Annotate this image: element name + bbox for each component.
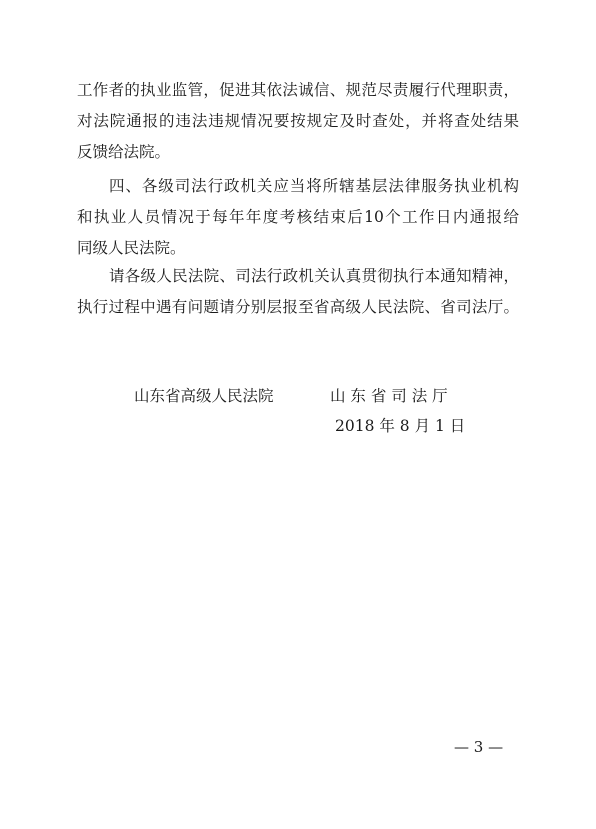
court-signature: 山东省高级人民法院 bbox=[134, 387, 274, 405]
paragraph-line: 同级人民法院。 bbox=[77, 239, 186, 257]
paragraph-line: 反馈给法院。 bbox=[77, 143, 171, 161]
signature-date: 2018 年 8 月 1 日 bbox=[335, 417, 466, 435]
page-number: — 3 — bbox=[454, 738, 504, 756]
paragraph-line: 和执业人员情况于每年年度考核结束后10个工作日内通报给 bbox=[77, 208, 519, 226]
paragraph-line: 工作者的执业监管，促进其依法诚信、规范尽责履行代理职责， bbox=[77, 81, 519, 99]
justice-dept-signature: 山 东 省 司 法 厅 bbox=[330, 387, 448, 405]
paragraph-line: 对法院通报的违法违规情况要按规定及时查处，并将查处结果 bbox=[77, 112, 519, 130]
paragraph-line: 四、各级司法行政机关应当将所辖基层法律服务执业机构 bbox=[109, 177, 519, 195]
paragraph-line: 请各级人民法院、司法行政机关认真贯彻执行本通知精神， bbox=[109, 267, 519, 285]
paragraph-line: 执行过程中遇有问题请分别层报至省高级人民法院、省司法厅。 bbox=[77, 298, 519, 316]
